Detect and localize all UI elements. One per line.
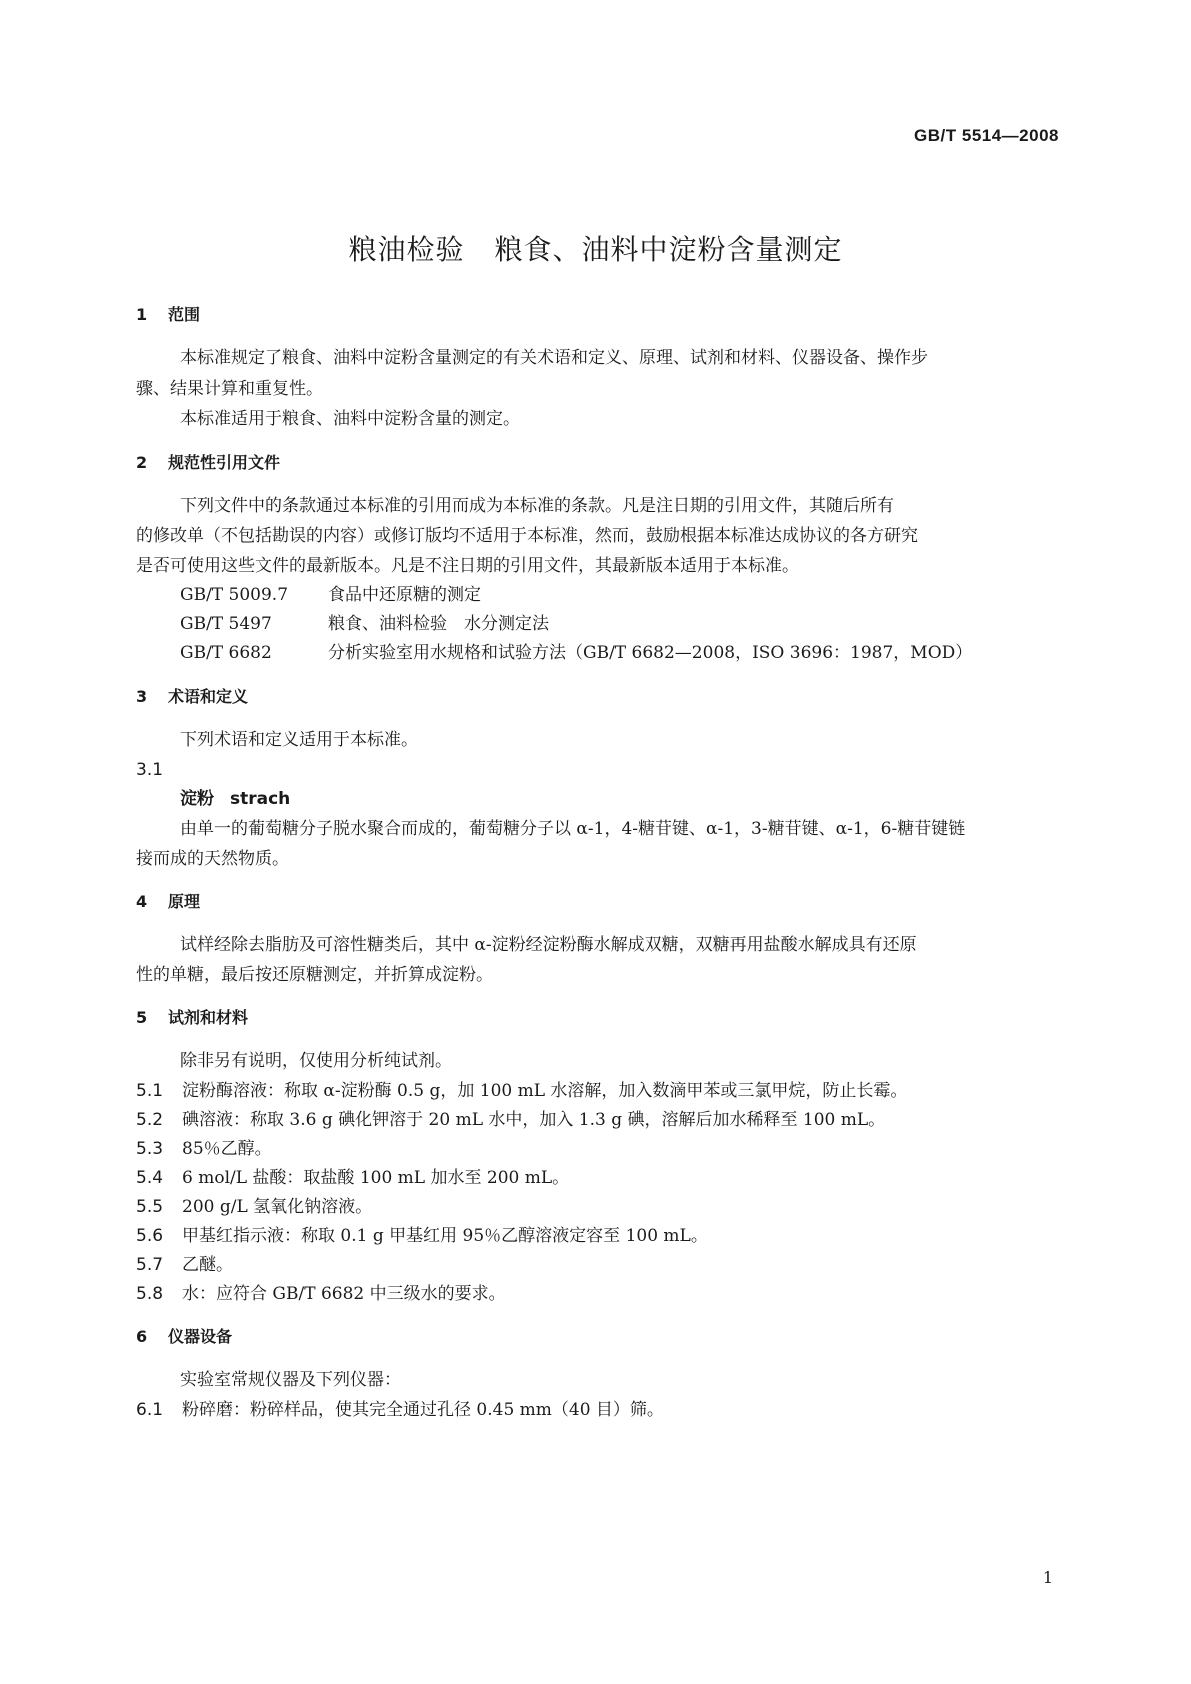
term-definition: 由单一的葡萄糖分子脱水聚合而成的，葡萄糖分子以 α-1，4-糖苷键、α-1，3-糖苷键、α-1，6-糖苷键链 (180, 819, 966, 839)
section-heading-5: 5 试剂和材料 (136, 1008, 249, 1027)
section-heading-1: 1 范围 (136, 305, 201, 324)
paragraph: 是否可使用这些文件的最新版本。凡是不注日期的引用文件，其最新版本适用于本标准。 (136, 556, 799, 576)
section-heading-4: 4 原理 (136, 892, 201, 911)
reference-item: GB/T 5497 粮食、油料检验 水分测定法 (180, 614, 549, 634)
title-part-1: 粮油检验 (348, 233, 465, 266)
reference-item: GB/T 5009.7 食品中还原糖的测定 (180, 585, 481, 605)
list-item: 5.7 乙醚。 (136, 1255, 233, 1275)
paragraph: 实验室常规仪器及下列仪器： (180, 1370, 401, 1390)
section-heading-6: 6 仪器设备 (136, 1327, 233, 1346)
term-number: 3.1 (136, 760, 164, 780)
list-item: 5.4 6 mol/L 盐酸：取盐酸 100 mL 加水至 200 mL。 (136, 1168, 570, 1188)
paragraph: 除非另有说明，仅使用分析纯试剂。 (180, 1051, 452, 1071)
paragraph: 的修改单（不包括勘误的内容）或修订版均不适用于本标准，然而，鼓励根据本标准达成协议的各方研究 (136, 526, 918, 546)
paragraph: 试样经除去脂肪及可溶性糖类后，其中 α-淀粉经淀粉酶水解成双糖，双糖再用盐酸水解成具有还原 (180, 935, 917, 955)
page-title (0, 228, 1191, 268)
paragraph: 本标准适用于粮食、油料中淀粉含量的测定。 (180, 409, 520, 429)
title-part-2: 粮食、油料中淀粉含量测定 (494, 233, 843, 266)
list-item: 5.3 85％乙醇。 (136, 1139, 272, 1159)
document-code: GB/T 5514—2008 (914, 126, 1059, 145)
list-item: 5.8 水：应符合 GB/T 6682 中三级水的要求。 (136, 1284, 506, 1304)
term-definition: 接而成的天然物质。 (136, 849, 289, 869)
paragraph: 下列文件中的条款通过本标准的引用而成为本标准的条款。凡是注日期的引用文件，其随后所有 (180, 496, 894, 516)
list-item: 5.5 200 g/L 氢氧化钠溶液。 (136, 1197, 373, 1217)
paragraph: 骤、结果计算和重复性。 (136, 379, 323, 399)
list-item: 5.2 碘溶液：称取 3.6 g 碘化钾溶于 20 mL 水中，加入 1.3 g 碘，溶解后加水稀释至 100 mL。 (136, 1110, 886, 1130)
term-heading: 淀粉 strach (180, 789, 291, 809)
page-number: 1 (1042, 1568, 1053, 1587)
list-item: 5.6 甲基红指示液：称取 0.1 g 甲基红用 95％乙醇溶液定容至 100 mL。 (136, 1226, 708, 1246)
paragraph: 本标准规定了粮食、油料中淀粉含量测定的有关术语和定义、原理、试剂和材料、仪器设备、操作步 (180, 348, 928, 368)
list-item: 6.1 粉碎磨：粉碎样品，使其完全通过孔径 0.45 mm（40 目）筛。 (136, 1400, 664, 1420)
section-heading-2: 2 规范性引用文件 (136, 453, 281, 472)
list-item: 5.1 淀粉酶溶液：称取 α-淀粉酶 0.5 g，加 100 mL 水溶解，加入数滴甲苯或三氯甲烷，防止长霉。 (136, 1081, 908, 1101)
section-heading-3: 3 术语和定义 (136, 687, 249, 706)
paragraph: 性的单糖，最后按还原糖测定，并折算成淀粉。 (136, 965, 493, 985)
paragraph: 下列术语和定义适用于本标准。 (180, 730, 418, 750)
reference-item: GB/T 6682 分析实验室用水规格和试验方法（GB/T 6682—2008，ISO 3696：1987，MOD） (180, 643, 973, 663)
